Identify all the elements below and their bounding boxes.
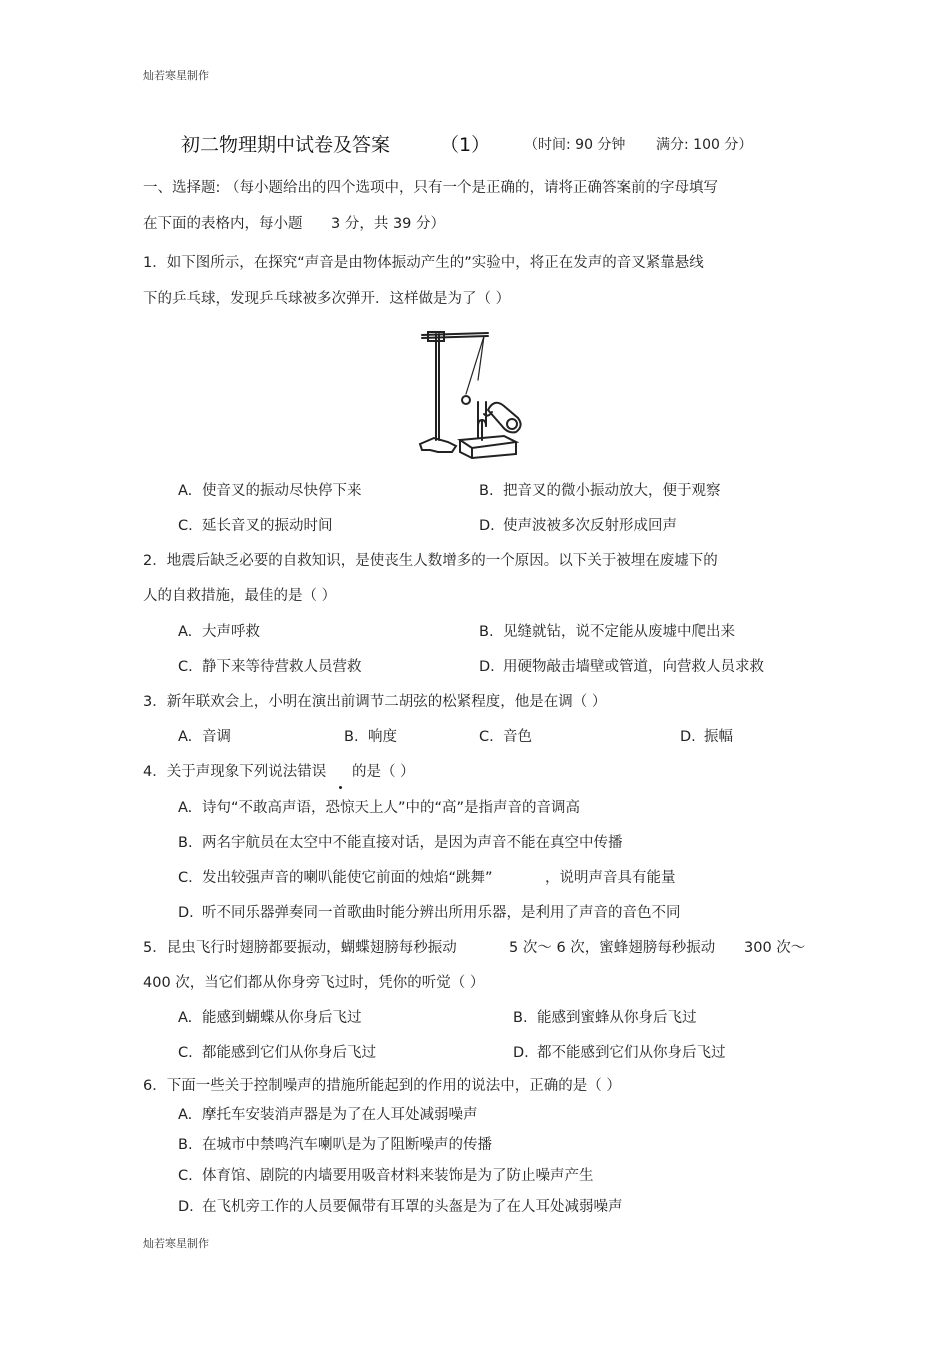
- question-2-option-c: C. 静下来等待营救人员营救: [178, 659, 362, 675]
- question-5-line1-b: 5 次～ 6 次，蜜蜂翅膀每秒振动: [509, 940, 716, 956]
- question-2-line1: 2．地震后缺乏必要的自救知识，是使丧生人数增多的一个原因。以下关于被埋在废墟下的: [143, 553, 718, 569]
- question-3-option-a: A. 音调: [178, 729, 231, 745]
- question-6-option-a: A. 摩托车安装消声器是为了在人耳处减弱噪声: [178, 1107, 478, 1123]
- question-5-option-a: A. 能感到蝴蝶从你身后飞过: [178, 1010, 362, 1026]
- question-1-option-b: B. 把音叉的微小振动放大，便于观察: [479, 483, 721, 499]
- question-6-option-b: B. 在城市中禁鸣汽车喇叭是为了阻断噪声的传播: [178, 1137, 492, 1153]
- question-4-option-a: A. 诗句“不敢高声语，恐惊天上人”中的“高”是指声音的音调高: [178, 800, 581, 816]
- question-1-option-a: A. 使音叉的振动尽快停下来: [178, 483, 362, 499]
- question-5-line1-c: 300 次～: [744, 940, 806, 956]
- question-4-option-c-tail: ，说明声音具有能量: [545, 870, 676, 886]
- question-6-line1: 6．下面一些关于控制噪声的措施所能起到的作用的说法中，正确的是（ ）: [143, 1078, 621, 1094]
- emphasis-dot: [339, 786, 342, 789]
- question-3-option-c: C. 音色: [479, 729, 532, 745]
- question-5-line1: 5．昆虫飞行时翅膀都要振动，蝴蝶翅膀每秒振动: [143, 940, 457, 956]
- question-2-option-a: A. 大声呼救: [178, 624, 260, 640]
- question-6-option-d: D. 在飞机旁工作的人员要佩带有耳罩的头盔是为了在人耳处减弱噪声: [178, 1199, 623, 1215]
- question-4-line1-tail: 的是（ ）: [352, 764, 415, 780]
- question-2-line2: 人的自救措施，最佳的是（ ）: [143, 588, 337, 604]
- question-4-option-d: D. 听不同乐器弹奏同一首歌曲时能分辨出所用乐器，是利用了声音的音色不同: [178, 905, 681, 921]
- question-3-option-d: D. 振幅: [680, 729, 733, 745]
- question-4-option-b: B. 两名宇航员在太空中不能直接对话，是因为声音不能在真空中传播: [178, 835, 623, 851]
- exam-time: （时间: 90 分钟: [524, 137, 626, 153]
- section-heading: 一、选择题: （每小题给出的四个选项中，只有一个是正确的，请将正确答案前的字母填写: [143, 180, 718, 196]
- section-heading-line2a: 在下面的表格内，每小题: [143, 216, 303, 232]
- question-3-option-b: B. 响度: [344, 729, 397, 745]
- question-1-option-c: C. 延长音叉的振动时间: [178, 518, 333, 534]
- question-5-line2: 400 次，当它们都从你身旁飞过时，凭你的听觉（ ）: [143, 975, 485, 991]
- exam-score: 满分: 100 分）: [656, 137, 753, 153]
- question-1-option-d: D. 使声波被多次反射形成回声: [479, 518, 677, 534]
- question-5-option-b: B. 能感到蜜蜂从你身后飞过: [513, 1010, 697, 1026]
- question-2-option-d: D. 用硬物敲击墙壁或管道，向营救人员求救: [479, 659, 764, 675]
- page-title: 初二物理期中试卷及答案: [181, 134, 391, 156]
- question-4-line1: 4．关于声现象下列说法错误: [143, 764, 327, 780]
- question-5-option-c: C. 都能感到它们从你身后飞过: [178, 1045, 376, 1061]
- question-1-line1: 1．如下图所示，在探究“声音是由物体振动产生的”实验中，将正在发声的音叉紧靠悬线: [143, 255, 704, 271]
- title-number: （1）: [440, 134, 491, 156]
- question-5-option-d: D. 都不能感到它们从你身后飞过: [513, 1045, 726, 1061]
- question-6-option-c: C. 体育馆、剧院的内墙要用吸音材料来装饰是为了防止噪声产生: [178, 1168, 594, 1184]
- tuning-fork-apparatus-figure: [412, 322, 532, 462]
- section-heading-line2b: 3 分，共 39 分）: [331, 216, 446, 232]
- question-1-line2: 下的乒乓球，发现乒乓球被多次弹开．这样做是为了（ ）: [143, 291, 511, 307]
- question-2-option-b: B. 见缝就钻，说不定能从废墟中爬出来: [479, 624, 735, 640]
- question-4-option-c: C. 发出较强声音的喇叭能使它前面的烛焰“跳舞”: [178, 870, 493, 886]
- question-3-line1: 3．新年联欢会上，小明在演出前调节二胡弦的松紧程度，他是在调（ ）: [143, 694, 607, 710]
- page-header-brand: 灿若寒星制作: [143, 69, 209, 82]
- page-footer-brand: 灿若寒星制作: [143, 1237, 209, 1250]
